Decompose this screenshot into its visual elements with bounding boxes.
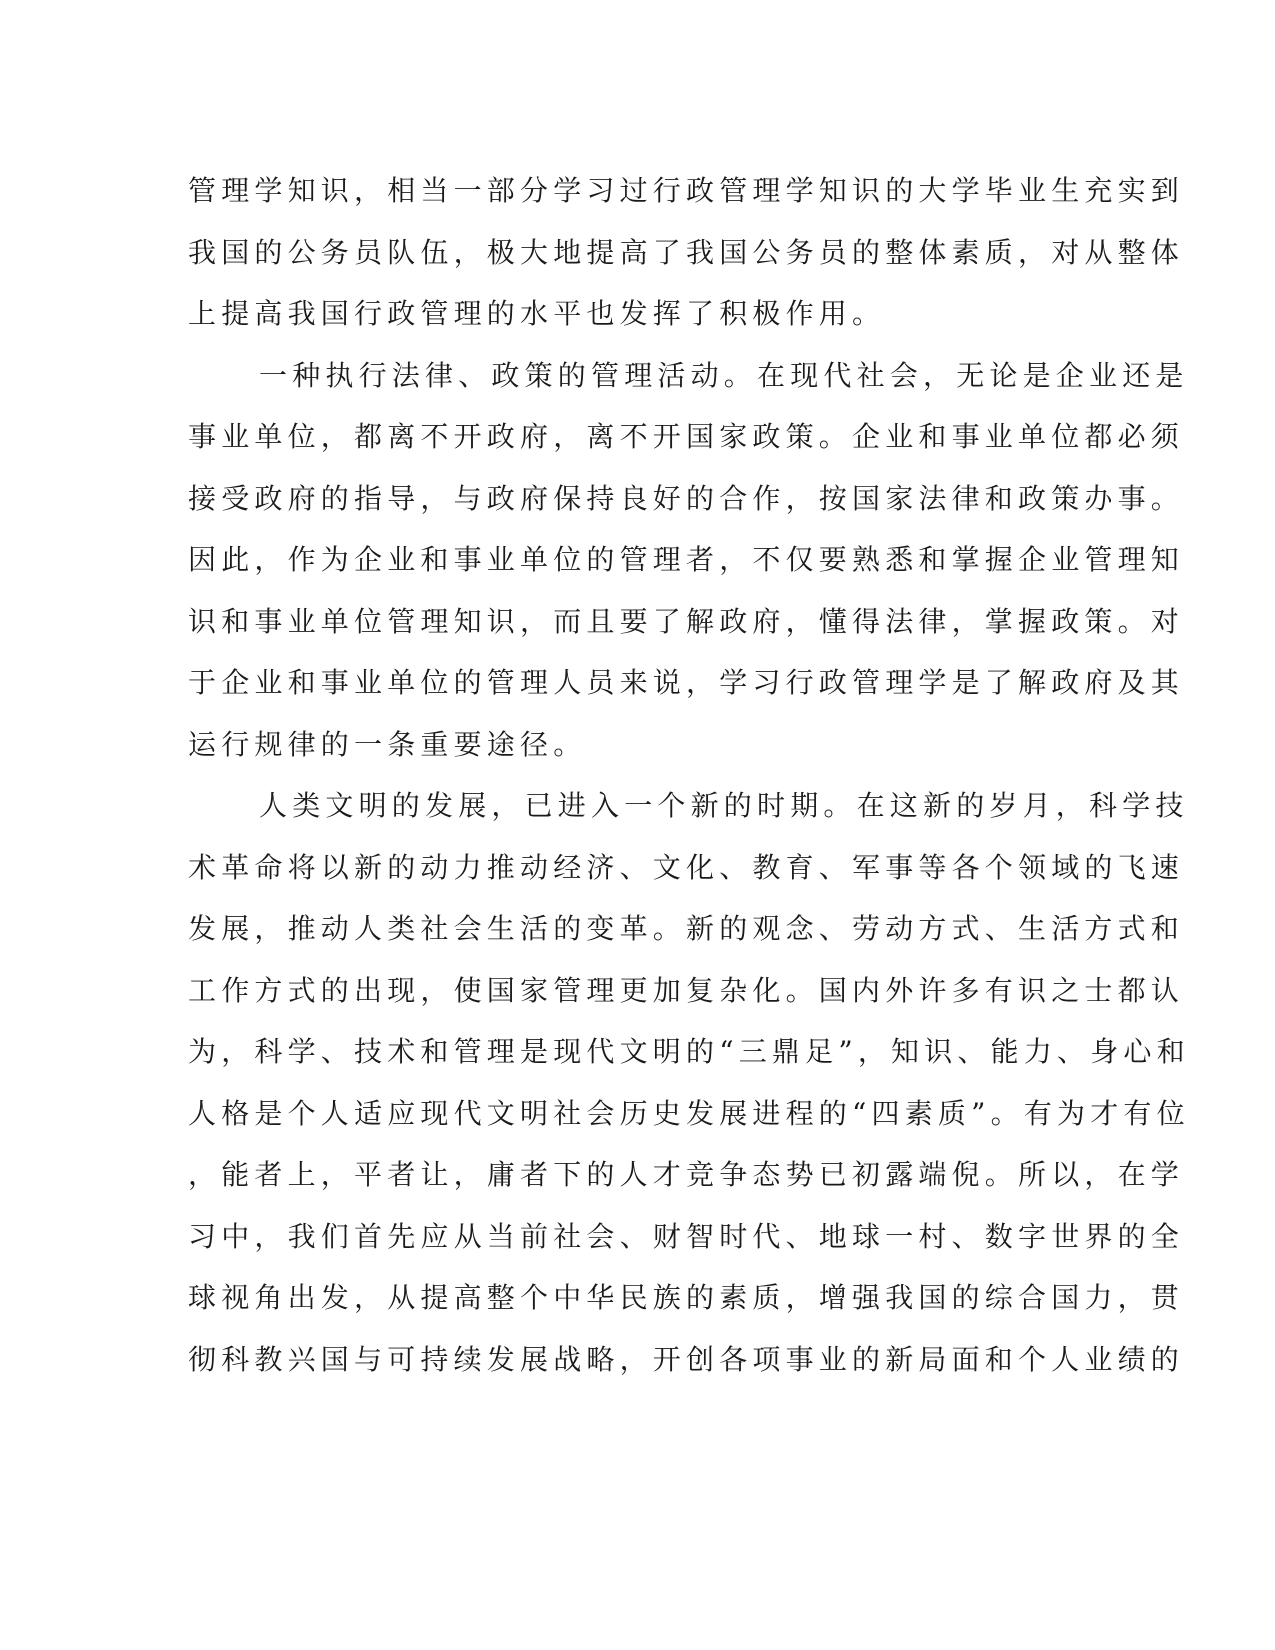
paragraph-start-line: 一种执行法律、政策的管理活动。在现代社会，无论是企业还是 [259,358,1189,392]
text-line: 事业单位，都离不开政府，离不开国家政策。企业和事业单位都必须 [188,420,1185,453]
text-line: 人格是个人适应现代文明社会历史发展进程的“四素质”。有为才有位 [188,1096,1190,1130]
text-line: 于企业和事业单位的管理人员来说，学习行政管理学是了解政府及其 [188,666,1185,699]
paragraph-start-line: 人类文明的发展，已进入一个新的时期。在这新的岁月，科学技 [259,789,1189,822]
text-line: 球视角出发，从提高整个中华民族的素质，增强我国的综合国力，贯 [188,1281,1185,1314]
text-line: 习中，我们首先应从当前社会、财智时代、地球一村、数字世界的全 [188,1219,1185,1253]
text-line: ，能者上，平者让，庸者下的人才竞争态势已初露端倪。所以，在学 [188,1158,1185,1191]
body-text [188,160,1190,1390]
text-line: 上提高我国行政管理的水平也发挥了积极作用。 [188,297,886,330]
text-line: 为，科学、技术和管理是现代文明的“三鼎足”，知识、能力、身心和 [188,1035,1190,1068]
text-line: 工作方式的出现，使国家管理更加复杂化。国内外许多有识之士都认 [188,973,1185,1007]
text-line: 管理学知识，相当一部分学习过行政管理学知识的大学毕业生充实到 [188,174,1185,207]
text-line: 发展，推动人类社会生活的变革。新的观念、劳动方式、生活方式和 [188,912,1185,945]
text-line: 我国的公务员队伍，极大地提高了我国公务员的整体素质，对从整体 [188,235,1185,269]
text-line: 因此，作为企业和事业单位的管理者，不仅要熟悉和掌握企业管理知 [188,543,1185,576]
text-line: 彻科教兴国与可持续发展战略，开创各项事业的新局面和个人业绩的 [188,1342,1185,1376]
text-line: 运行规律的一条重要途径。 [188,727,587,761]
text-line: 识和事业单位管理知识，而且要了解政府，懂得法律，掌握政策。对 [188,604,1185,638]
text-line: 接受政府的指导，与政府保持良好的合作，按国家法律和政策办事。 [188,481,1185,515]
text-line: 术革命将以新的动力推动经济、文化、教育、军事等各个领域的飞速 [188,850,1185,884]
